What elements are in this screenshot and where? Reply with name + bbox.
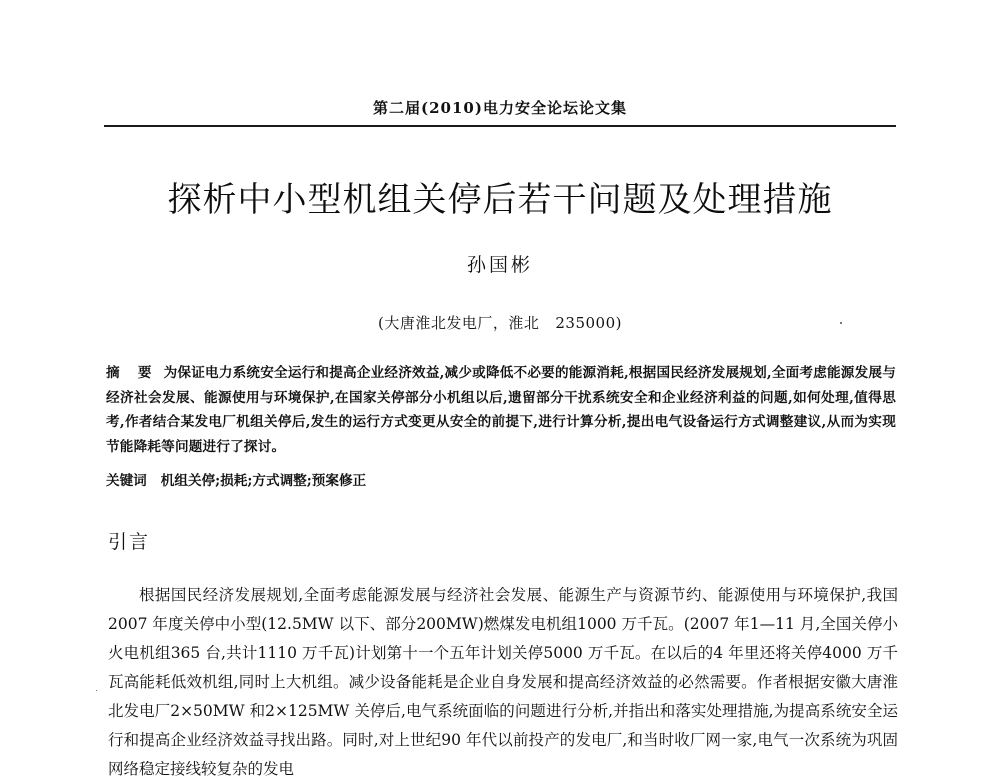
header-rule bbox=[104, 125, 896, 127]
author-name: 孙国彬 bbox=[466, 254, 533, 276]
paper-title: 探析中小型机组关停后若干问题及处理措施 bbox=[167, 180, 833, 220]
section-body-introduction bbox=[108, 581, 898, 784]
abstract-label-char-2: 要 bbox=[137, 365, 152, 381]
keywords-text: 机组关停;损耗;方式调整;预案修正 bbox=[160, 473, 367, 489]
keywords bbox=[106, 469, 366, 489]
abstract bbox=[106, 361, 896, 459]
affiliation-postcode: 235000 bbox=[555, 314, 616, 332]
body-paragraph: 根据国民经济发展规划,全面考虑能源发展与经济社会发展、能源生产与资源节约、能源使用与环境保护,我国2007 年度关停中小型(12.5MW 以下、部分200MW)燃煤发电机组1000 万千瓦。(2007 年1—11 月,全国关停小火电机组365 台,共计1110 万千瓦)计划第十一个五年计划关停5000 万千瓦。在以后的4 年里还将关停4000 万千瓦高能耗低效机组,同时上大机组。减少设备能耗是企业自身发展和提高经济效益的必然需要。作者根据安徽大唐淮北发电厂2×50MW 和2×125MW 关停后,电气系统面临的问题进行分析,并指出和落实处理措施,为提高系统安全运行和提高企业经济效益寻找出路。同时,对上世纪90 年代以前投产的发电厂,和当时收厂网一家,电气一次系统为巩固网络稳定接线较复杂的发电 bbox=[108, 586, 898, 778]
affiliation-open-paren: ( bbox=[378, 314, 385, 332]
affiliation-close-paren: ) bbox=[615, 314, 622, 332]
abstract-label bbox=[106, 365, 152, 381]
abstract-label-char-1: 摘 bbox=[106, 365, 120, 381]
abstract-text: 为保证电力系统安全运行和提高企业经济效益,减少或降低不必要的能源消耗,根据国民经济发展规划,全面考虑能源发展与经济社会发展、能源使用与环境保护,在国家关停部分小机组以后,遗留部分干扰系统安全和企业经济利益的问题,如何处理,值得思考,作者结合某发电厂机组关停后,发生的运行方式变更从安全的前提下,进行计算分析,提出电气设备运行方式调整建议,从而为实现节能降耗等问题进行了探讨。 bbox=[106, 365, 897, 455]
running-header: 第二届(2010)电力安全论坛论文集 bbox=[373, 99, 627, 117]
affiliation-org: 大唐淮北发电厂，淮北 bbox=[384, 314, 540, 332]
scan-speck bbox=[840, 322, 842, 324]
scan-speck bbox=[96, 690, 97, 691]
keywords-label: 关键词 bbox=[106, 473, 147, 489]
affiliation bbox=[100, 312, 900, 333]
section-heading-introduction: 引言 bbox=[108, 531, 151, 553]
